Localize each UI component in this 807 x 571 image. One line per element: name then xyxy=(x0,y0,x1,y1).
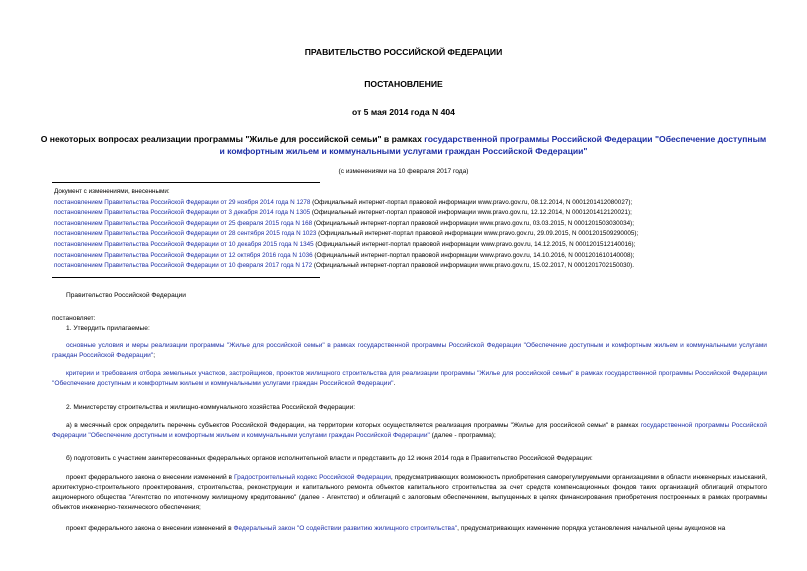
amendment-source: (Официальный интернет-портал правовой информации www.pravo.gov.ru, 29.09.2015, N 0001201509290005); xyxy=(316,230,639,238)
document-type: ПОСТАНОВЛЕНИЕ xyxy=(364,79,443,89)
amendment-link[interactable]: постановлением Правительства Российской Федерации от 3 декабря 2014 года N 1305 xyxy=(54,209,311,217)
amendment-source: (Официальный интернет-портал правовой информации www.pravo.gov.ru, 03.03.2015, N 0001201503030034); xyxy=(312,219,634,227)
amendment-source: (Официальный интернет-портал правовой информации www.pravo.gov.ru, 12.12.2014, N 0001201412120021); xyxy=(310,209,632,217)
draft-law-1: проект федерального закона о внесении изменений в Градостроительный кодекс Российской Федерации, предусматривающих возможность приобретения саморегулируемыми организациями в области инженерных изысканий, архитектурно-строительного проектирования, строительства, реконструкции и капитального ремонта объектов капитального строительства за счет средств компенсационных фондов таких организаций облигаций открытого акционерного общества "Агентство по ипотечному жилищному кредитованию" (далее - Агентство) и облигаций с залоговым обеспечением, выпущенных в целях финансирования приобретения построенных в рамках программы объектов инженерно-технического обеспечения; xyxy=(52,474,767,511)
item-2: 2. Министерству строительства и жилищно-коммунального хозяйства Российской Федерации: xyxy=(66,404,356,411)
approved-item-1-link[interactable]: основные условия и меры реализации программы "Жилье для российской семьи" в рамках государственной программы Российской Федерации "Обеспечение доступным и комфортным жильем и коммунальными услугами граждан Российской Федерации" xyxy=(52,342,767,359)
amendment-source: (Официальный интернет-портал правовой информации www.pravo.gov.ru, 08.12.2014, N 0001201412080027); xyxy=(310,198,633,206)
government-header: ПРАВИТЕЛЬСТВО РОССИЙСКОЙ ФЕДЕРАЦИИ xyxy=(304,47,503,57)
amendment-item xyxy=(54,261,774,272)
edition-note: (с изменениями на 10 февраля 2017 года) xyxy=(338,168,469,175)
draft-law-2: проект федерального закона о внесении изменений в Федеральный закон "О содействии развитию жилищного строительства", предусматривающих изменение порядка установления начальной цены аукционов на xyxy=(66,525,726,532)
title-program-link[interactable]: государственной программы Российской Федерации "Обеспечение доступным и комфортным жильем и коммунальными услугами граждан Российской Федерации" xyxy=(219,134,767,156)
amendment-link[interactable]: постановлением Правительства Российской Федерации от 28 сентября 2015 года N 1023 xyxy=(54,230,317,238)
resolves-line: постановляет: xyxy=(52,315,96,322)
amendment-source: (Официальный интернет-портал правовой информации www.pravo.gov.ru, 14.12.2015, N 0001201512140016); xyxy=(313,240,636,248)
approved-item-2-link[interactable]: критерии и требования отбора земельных участков, застройщиков, проектов жилищного строительства для реализации программы "Жилье для российской семьи" в рамках государственной программы Российской Федерации "Обеспечение доступным и комфортным жильем и коммунальными услугами граждан Российской Федерации" xyxy=(52,370,767,387)
amendment-source: (Официальный интернет-портал правовой информации www.pravo.gov.ru, 15.02.2017, N 0001201702150030). xyxy=(312,262,634,270)
approved-item-2: критерии и требования отбора земельных участков, застройщиков, проектов жилищного строительства для реализации программы "Жилье для российской семьи" в рамках государственной программы Российской Федерации "Обеспечение доступным и комфортным жильем и коммунальными услугами граждан Российской Федерации". xyxy=(52,370,767,387)
amendment-link[interactable]: постановлением Правительства Российской Федерации от 29 ноября 2014 года N 1278 xyxy=(54,198,311,206)
amendments-top-divider xyxy=(52,182,320,183)
amendment-link[interactable]: постановлением Правительства Российской Федерации от 10 декабря 2015 года N 1345 xyxy=(54,240,314,248)
amendment-source: (Официальный интернет-портал правовой информации www.pravo.gov.ru, 14.10.2016, N 0001201610140008); xyxy=(312,251,635,259)
housing-development-law-link[interactable]: Федеральный закон "О содействии развитию жилищного строительства" xyxy=(233,525,458,532)
item-2a-link[interactable]: государственной программы Российской Федерации "Обеспечение доступным и комфортным жильем и коммунальными услугами граждан Российской Федерации" xyxy=(52,422,767,439)
item-2a: а) в месячный срок определить перечень субъектов Российской Федерации, на территории которых осуществляется реализация программы "Жилье для российской семьи" в рамках государственной программы Российской Федерации "Обеспечение доступным и комфортным жильем и коммунальными услугами граждан Российской Федерации" (далее - программа); xyxy=(52,422,767,439)
document-date-number: от 5 мая 2014 года N 404 xyxy=(352,107,455,117)
amendment-link[interactable]: постановлением Правительства Российской Федерации от 10 февраля 2017 года N 172 xyxy=(54,262,313,270)
title-text: О некоторых вопросах реализации программы "Жилье для российской семьи" в рамках xyxy=(40,134,425,144)
government-line: Правительство Российской Федерации xyxy=(66,292,186,299)
amendment-item xyxy=(54,251,774,262)
amendments-block xyxy=(54,187,774,272)
amendment-item xyxy=(54,219,774,230)
item-2b: б) подготовить с участием заинтересованных федеральных органов исполнительной власти и представить до 12 июня 2014 года в Правительство Российской Федерации: xyxy=(66,455,593,462)
document-title xyxy=(40,134,767,157)
amendment-item xyxy=(54,208,774,219)
item-2a-text: а) в месячный срок определить перечень субъектов Российской Федерации, на территории которых осуществляется реализация программы "Жилье для российской семьи" в рамках xyxy=(66,422,641,429)
amendment-item xyxy=(54,198,774,209)
item-1: 1. Утвердить прилагаемые: xyxy=(66,325,150,332)
amendment-link[interactable]: постановлением Правительства Российской Федерации от 12 октября 2016 года N 1036 xyxy=(54,251,313,259)
amendment-link[interactable]: постановлением Правительства Российской Федерации от 25 февраля 2015 года N 168 xyxy=(54,219,313,227)
amendment-item xyxy=(54,229,774,240)
urban-planning-code-link[interactable]: Градостроительный кодекс Российской Федерации xyxy=(233,474,391,481)
approved-item-1: основные условия и меры реализации программы "Жилье для российской семьи" в рамках государственной программы Российской Федерации "Обеспечение доступным и комфортным жильем и коммунальными услугами граждан Российской Федерации"; xyxy=(52,342,767,359)
amendment-item xyxy=(54,240,774,251)
amendments-bottom-divider xyxy=(52,277,320,278)
amendments-heading: Документ с изменениями, внесенными: xyxy=(54,188,170,195)
